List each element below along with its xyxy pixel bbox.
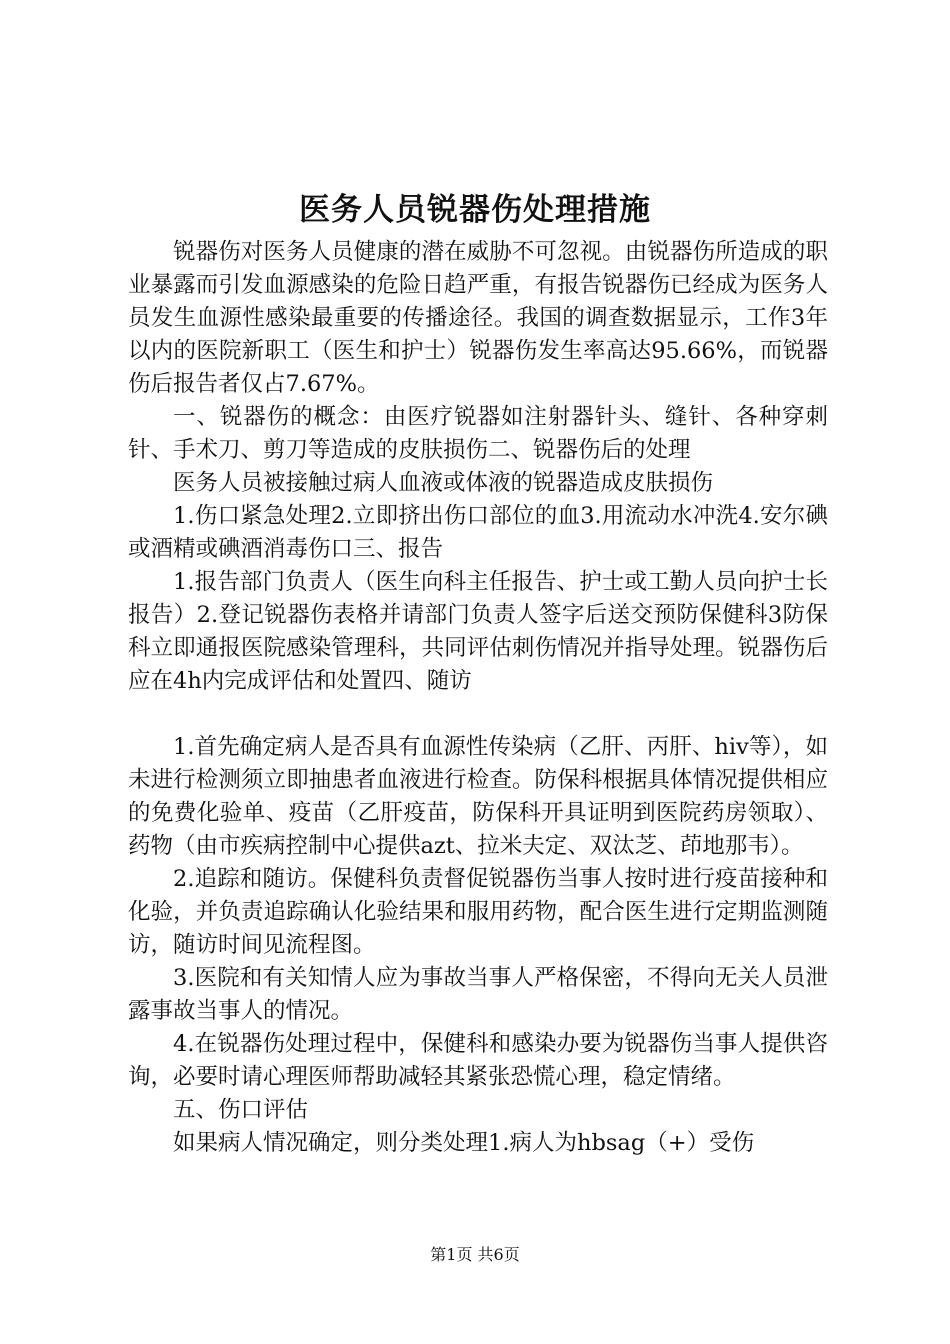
paragraph-followup-2: 2.追踪和随访。保健科负责督促锐器伤当事人按时进行疫苗接种和化验，并负责追踪确认化验结果和服用药物，配合医生进行定期监测随访，随访时间见流程图。 [128,866,828,958]
paragraph-report-steps: 1.报告部门负责人（医生向科主任报告、护士或工勤人员向护士长报告）2.登记锐器伤表格并请部门负责人签字后送交预防保健科3防保科立即通报医院感染管理科，共同评估刺伤情况并指导处理。锐器伤后应在4h内完成评估和处置四、随访 [128,569,828,694]
paragraph-emergency-steps: 1.伤口紧急处理2.立即挤出伤口部位的血3.用流动水冲洗4.安尔碘或酒精或碘酒消毒伤口三、报告 [128,503,828,562]
paragraph-injury: 医务人员被接触过病人血液或体液的锐器造成皮肤损伤 [173,470,714,496]
page-footer: 第1页 共6页 [430,1245,520,1264]
page-title: 医务人员锐器伤处理措施 [299,192,651,228]
paragraph-followup-1: 1.首先确定病人是否具有血源性传染病（乙肝、丙肝、hiv等），如未进行检测须立即抽患者血液进行检查。防保科根据具体情况提供相应的免费化验单、疫苗（乙肝疫苗，防保科开具证明到医院药房领取）、药物（由市疾病控制中心提供azt、拉米夫定、双汰芝、茚地那韦）。 [128,734,828,859]
paragraph-concept: 一、锐器伤的概念：由医疗锐器如注射器针头、缝针、各种穿刺针、手术刀、剪刀等造成的皮肤损伤二、锐器伤后的处理 [128,404,828,463]
paragraph-assessment: 如果病人情况确定，则分类处理1.病人为hbsag（+）受伤 [173,1130,755,1156]
paragraph-intro: 锐器伤对医务人员健康的潜在威胁不可忽视。由锐器伤所造成的职业暴露而引发血源感染的危险日趋严重，有报告锐器伤已经成为医务人员发生血源性感染最重要的传播途径。我国的调查数据显示，工作3年以内的医院新职工（医生和护士）锐器伤发生率高达95.66%，而锐器伤后报告者仅占7.67%。 [128,239,828,397]
document-body [128,236,828,1160]
section-heading-wound-assessment: 五、伤口评估 [173,1097,309,1123]
paragraph-followup-4: 4.在锐器伤处理过程中，保健科和感染办要为锐器伤当事人提供咨询，必要时请心理医师帮助减轻其紧张恐慌心理，稳定情绪。 [128,1031,828,1090]
paragraph-followup-3: 3.医院和有关知情人应为事故当事人严格保密，不得向无关人员泄露事故当事人的情况。 [128,965,828,1024]
